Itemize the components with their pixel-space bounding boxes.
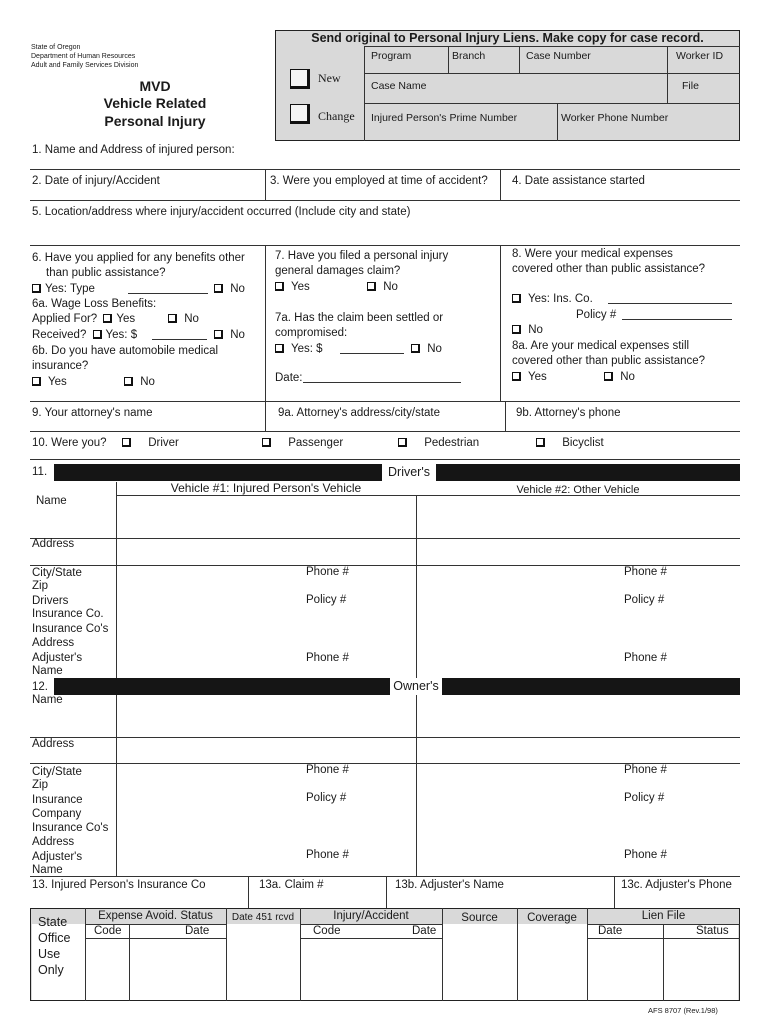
s11-adj-label-2: Name [32,665,63,677]
q10-passenger-checkbox[interactable] [262,438,271,447]
q6-yes-type-label: Yes: Type [45,283,95,295]
form-title-line-2: Vehicle Related [103,95,207,111]
q7-no-label: No [383,281,398,293]
prime-number-label: Injured Person's Prime Number [371,112,518,124]
q8-policy-line[interactable] [622,310,732,320]
q3-label: 3. Were you employed at time of accident? [270,175,488,187]
s12-adj-label-2: Name [32,864,63,876]
change-label: Change [318,109,355,123]
office-expense-code-label: Code [94,925,122,937]
office-injury-label: Injury/Accident [333,910,409,922]
worker-phone-label: Worker Phone Number [561,112,669,124]
vehicle-2-header: Vehicle #2: Other Vehicle [516,484,640,496]
s12-address-label: Address [32,738,75,750]
q9a-label: 9a. Attorney's address/city/state [278,407,440,419]
q8-label-2: covered other than public assistance? [512,263,706,275]
q6a-applied-no-checkbox[interactable] [168,314,177,323]
q7-label-2: general damages claim? [275,265,401,277]
s11-ins-label: Drivers [32,595,69,607]
agency-line-2: Department of Human Resources [31,53,136,60]
q8-no-label: No [528,324,543,336]
case-name-label: Case Name [371,80,427,92]
q6b-no-checkbox[interactable] [124,377,133,386]
q6a-applied-yes-label: Yes [116,313,136,325]
s12-ins-label-2: Company [32,808,82,820]
s11-v2-policy-label: Policy # [624,594,665,606]
q7a-label-2: compromised: [275,327,348,339]
q6a-received-yes-checkbox[interactable] [93,330,102,339]
header-banner: Send original to Personal Injury Liens. Make copy for case record. [311,31,704,45]
form-title-line-1: MVD [139,78,171,94]
q13c-label: 13c. Adjuster's Phone [621,879,732,891]
q7-label: 7. Have you filed a personal injury [275,250,449,262]
new-checkbox[interactable] [290,69,310,89]
s11-adj-label: Adjuster's [32,652,83,664]
office-coverage-label: Coverage [527,912,577,924]
s11-v1-phone-label: Phone # [306,566,349,578]
file-label: File [682,80,699,92]
q6a-label: 6a. Wage Loss Benefits: [32,298,157,310]
s11-v2-adj-phone-label: Phone # [624,652,667,664]
office-lien-status-label: Status [696,925,729,937]
program-label: Program [371,50,412,62]
q8-policy-label: Policy # [576,309,617,321]
q10-bicyclist-checkbox[interactable] [536,438,545,447]
office-source-label: Source [461,912,498,924]
office-use-line-4: Only [38,963,64,977]
new-label: New [318,71,341,85]
q6a-received-no-checkbox[interactable] [214,330,223,339]
s12-adj-label: Adjuster's [32,851,83,863]
q7a-no-checkbox[interactable] [411,344,420,353]
office-lien-label: Lien File [641,910,686,922]
q6-label: 6. Have you applied for any benefits other [32,252,245,264]
s11-zip-label: Zip [32,580,48,592]
office-use-line-2: Office [38,931,71,945]
q10-driver-checkbox[interactable] [122,438,131,447]
office-injury-code-label: Code [313,925,341,937]
q6-no-checkbox[interactable] [214,284,223,293]
q6a-received-yes-label: Yes: $ [105,329,138,341]
q10-pedestrian-checkbox[interactable] [398,438,407,447]
s12-name-label: Name [32,694,63,706]
office-lien-date-label: Date [598,925,623,937]
q6b-yes-label: Yes [48,376,67,388]
office-expense-date-label: Date [185,925,210,937]
case-number-label: Case Number [526,50,591,62]
q8-no-checkbox[interactable] [512,325,521,334]
s12-title: Owner's [390,678,442,695]
q8-label: 8. Were your medical expenses [512,248,673,260]
q1-label: 1. Name and Address of injured person: [32,144,235,156]
q6a-applied-label: Applied For? [32,313,98,325]
s12-v2-policy-label: Policy # [624,792,665,804]
q6a-received-no-label: No [230,329,245,341]
vehicle-1-header: Vehicle #1: Injured Person's Vehicle [170,481,362,495]
agency-line-1: State of Oregon [31,44,81,51]
q6a-applied-no-label: No [184,313,199,325]
q10-label: 10. Were you? [32,437,107,449]
q6b-label-2: insurance? [32,360,89,372]
s12-v1-phone-label: Phone # [306,764,349,776]
s12-v1-adj-phone-label: Phone # [306,849,349,861]
q7-yes-checkbox[interactable] [275,282,284,291]
s12-v2-adj-phone-label: Phone # [624,849,667,861]
q13a-label: 13a. Claim # [259,879,324,891]
q8a-yes-label: Yes [528,371,547,383]
q6b-yes-checkbox[interactable] [32,377,41,386]
q7a-label: 7a. Has the claim been settled or [275,312,444,324]
s12-v2-phone-label: Phone # [624,764,667,776]
s12-zip-label: Zip [32,779,48,791]
s11-name-label: Name [36,495,67,507]
q9b-label: 9b. Attorney's phone [516,407,621,419]
s11-ins-label-2: Insurance Co. [32,608,104,620]
q6b-no-label: No [140,376,155,388]
q10-bicyclist-label: Bicyclist [562,437,604,449]
s11-city-label: City/State [32,567,82,579]
s11-address-label: Address [32,538,75,550]
s12-insaddr-label: Insurance Co's [32,822,109,834]
office-date451-label: Date 451 rcvd [231,912,295,923]
q8a-label: 8a. Are your medical expenses still [512,340,690,352]
q6-yes-checkbox[interactable] [32,284,41,293]
q8a-yes-checkbox[interactable] [512,372,521,381]
s11-insaddr-label: Insurance Co's [32,623,109,635]
q7a-date-line[interactable] [303,373,461,383]
s11-v2-phone-label: Phone # [624,566,667,578]
office-injury-date-label: Date [412,925,437,937]
q10-pedestrian-label: Pedestrian [424,437,480,449]
q8-ins-co-line[interactable] [608,294,732,304]
q6-no-label: No [230,283,245,295]
q4-label: 4. Date assistance started [512,175,645,187]
s11-v1-adj-phone-label: Phone # [306,652,349,664]
s11-number: 11. [32,466,48,478]
q5-label: 5. Location/address where injury/accident occurred (Include city and state) [32,206,411,218]
office-use-line-1: State [38,915,68,929]
q6a-amount-line[interactable] [152,330,207,340]
office-use-line-3: Use [38,947,61,961]
s12-number: 12. [32,681,48,693]
s12-insaddr-label-2: Address [32,836,75,848]
q7a-yes-checkbox[interactable] [275,344,284,353]
q6a-received-label: Received? [32,329,87,341]
q2-label: 2. Date of injury/Accident [32,175,160,187]
branch-label: Branch [452,50,486,62]
q7a-yes-label: Yes: $ [291,343,323,355]
q6b-label: 6b. Do you have automobile medical [32,345,219,357]
q7a-amount-line[interactable] [340,344,404,354]
q8a-label-2: covered other than public assistance? [512,355,706,367]
q6-label-2: than public assistance? [46,267,166,279]
agency-line-3: Adult and Family Services Division [31,62,139,69]
q7a-no-label: No [427,343,442,355]
s12-v1-policy-label: Policy # [306,792,347,804]
q6-type-line[interactable] [128,284,208,294]
s11-title: Driver's [382,464,436,481]
q7-yes-label: Yes [291,281,310,293]
change-checkbox[interactable] [290,104,310,124]
q7-no-checkbox[interactable] [367,282,376,291]
q13-label: 13. Injured Person's Insurance Co [32,879,206,891]
q7a-date-label: Date: [275,372,303,384]
q6a-applied-yes-checkbox[interactable] [103,314,112,323]
worker-id-label: Worker ID [676,50,724,62]
form-title-line-3: Personal Injury [104,113,206,129]
form-number: AFS 8707 (Rev.1/98) [648,1006,718,1015]
s11-insaddr-label-2: Address [32,637,75,649]
s11-v1-policy-label: Policy # [306,594,347,606]
q8-yes-checkbox[interactable] [512,294,521,303]
q10-driver-label: Driver [148,437,179,449]
s12-ins-label: Insurance [32,794,83,806]
q9-label: 9. Your attorney's name [32,407,153,419]
q8a-no-checkbox[interactable] [604,372,613,381]
office-expense-label: Expense Avoid. Status [98,910,213,922]
q10-passenger-label: Passenger [288,437,344,449]
q8a-no-label: No [620,371,635,383]
q8-yes-label: Yes: Ins. Co. [528,293,593,305]
s12-city-label: City/State [32,766,82,778]
q13b-label: 13b. Adjuster's Name [395,879,504,891]
